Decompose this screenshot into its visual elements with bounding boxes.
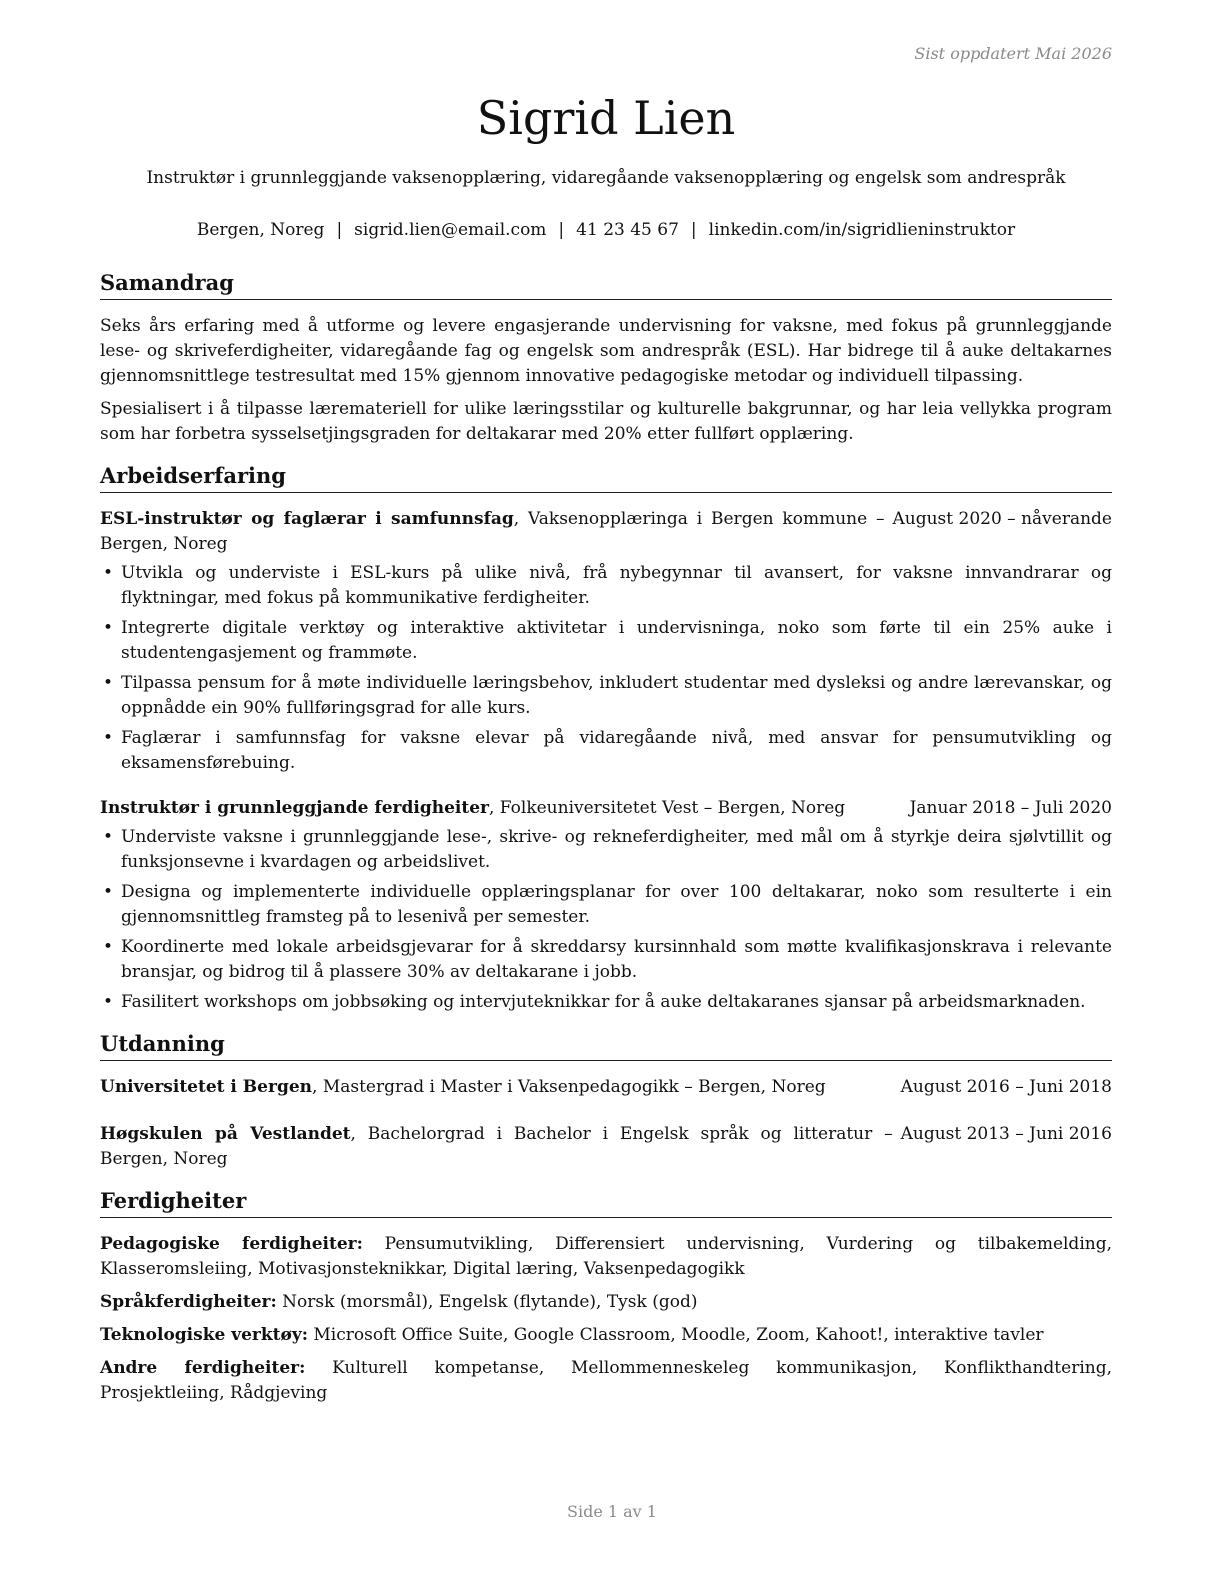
professional-title: Instruktør i grunnleggjande vaksenopplæring, vidaregåande vaksenopplæring og engelsk som andrespråk <box>146 168 1066 188</box>
section-title-summary: Samandrag <box>100 268 1112 300</box>
skill-group <box>100 1356 1112 1406</box>
job-bullet: • Fasilitert workshops om jobbsøking og intervjuteknikkar for å auke deltakaranes sjansar på arbeidsmarknaden. <box>100 990 1112 1015</box>
experience-section <box>100 461 1112 1015</box>
job-bullet: • Koordinerte med lokale arbeidsgjevarar for å skreddarsy kursinnhald som møtte kvalifikasjonskrava i relevante bransjar, og bidrog til å plassere 30% av deltakarane i jobb. <box>100 935 1112 985</box>
job-bullet: • Designa og implementerte individuelle opplæringsplanar for over 100 deltakarar, noko som resulterte i ein gjennomsnittleg framsteg på to lesenivå per semester. <box>100 880 1112 930</box>
contact-email[interactable]: sigrid.lien@email.com <box>354 220 547 240</box>
job-header <box>100 796 1112 821</box>
job-bullet: • Tilpassa pensum for å møte individuelle læringsbehov, inkludert studentar med dysleksi og andre lærevanskar, og oppnådde ein 90% fullføringsgrad for alle kurs. <box>100 671 1112 721</box>
education-degree-line <box>100 1122 901 1172</box>
section-title-education: Utdanning <box>100 1029 1112 1061</box>
section-title-skills: Ferdigheiter <box>100 1186 1112 1218</box>
job-role: ESL-instruktør og faglærar i samfunnsfag <box>100 509 514 529</box>
contact-separator: | <box>336 220 343 240</box>
summary-paragraph: Seks års erfaring med å utforme og levere engasjerande undervisning for vaksne, med fokus på grunnleggjande lese- og skriveferdigheiter, vidaregåande fag og engelsk som andrespråk (ESL). Har bidrege til å auke deltakarnes gjennomsnittlege testresultat med 15% gjennom innovative pedagogiske metodar og individuell tilpassing. <box>100 316 1112 386</box>
job-bullets <box>100 561 1112 776</box>
skill-values: Pensumutvikling, Differensiert undervisning, Vurdering og tilbakemelding, Klasseromsleiing, Motivasjonsteknikkar, Digital læring, Vaksenpedagogikk <box>100 1234 1112 1279</box>
job-header <box>100 507 1112 557</box>
job-entry <box>100 796 1112 1015</box>
skills-section <box>100 1186 1112 1406</box>
summary-section <box>100 268 1112 447</box>
job-role-line <box>100 507 893 557</box>
job-dates: Januar 2018 – Juli 2020 <box>909 798 1112 818</box>
education-degree-line <box>100 1075 901 1100</box>
skill-group <box>100 1323 1112 1348</box>
page-number: Side 1 av 1 <box>567 1502 657 1521</box>
skill-label: Pedagogiske ferdigheiter: <box>100 1234 363 1254</box>
job-dates: August 2020 – nåverande <box>892 509 1112 529</box>
job-role-line <box>100 796 910 821</box>
education-degree: , Mastergrad i Master i Vaksenpedagogikk – Bergen, Noreg <box>312 1077 826 1097</box>
contact-phone: 41 23 45 67 <box>576 220 679 240</box>
education-degree: , Bachelorgrad i Bachelor i Engelsk språk og litteratur – Bergen, Noreg <box>100 1124 893 1169</box>
section-title-experience: Arbeidserfaring <box>100 461 1112 493</box>
education-dates: August 2013 – Juni 2016 <box>900 1124 1112 1144</box>
skill-label: Andre ferdigheiter: <box>100 1358 306 1378</box>
job-bullet: • Integrerte digitale verktøy og interaktive aktivitetar i undervisninga, noko som førte til ein 25% auke i studentengasjement og frammøte. <box>100 616 1112 666</box>
job-employer: , Vaksenopplæringa i Bergen kommune – Bergen, Noreg <box>100 509 885 554</box>
skill-group <box>100 1290 1112 1315</box>
job-employer: , Folkeuniversitetet Vest – Bergen, Noreg <box>488 798 846 818</box>
summary-paragraph: Spesialisert i å tilpasse læremateriell for ulike læringsstilar og kulturelle bakgrunnar, og har leia vellykka program som har forbetra sysselsetjingsgraden for deltakarar med 20% etter fullført opplæring. <box>100 399 1112 444</box>
skill-group <box>100 1232 1112 1282</box>
education-school: Høgskulen på Vestlandet <box>100 1124 351 1144</box>
job-bullet: • Faglærar i samfunnsfag for vaksne elevar på vidaregåande nivå, med ansvar for pensumutvikling og eksamensførebuing. <box>100 726 1112 776</box>
skill-values: Norsk (morsmål), Engelsk (flytande), Tysk (god) <box>276 1292 698 1312</box>
job-role: Instruktør i grunnleggjande ferdigheiter <box>100 798 489 818</box>
contact-separator: | <box>690 220 697 240</box>
contact-line <box>100 220 1112 240</box>
skill-values: Kulturell kompetanse, Mellommenneskeleg kommunikasjon, Konflikthandtering, Prosjektleiing, Rådgjeving <box>100 1358 1112 1403</box>
education-entry <box>100 1075 1112 1100</box>
job-bullet: • Underviste vaksne i grunnleggjande lese-, skrive- og rekneferdigheiter, med mål om å styrkje deira sjølvtillit og funksjonsevne i kvardagen og arbeidslivet. <box>100 825 1112 875</box>
job-entry <box>100 507 1112 776</box>
person-name: Sigrid Lien <box>476 91 736 145</box>
skill-label: Språkferdigheiter: <box>100 1292 277 1312</box>
resume-content <box>100 268 1112 1420</box>
job-bullets <box>100 825 1112 1015</box>
skill-values: Microsoft Office Suite, Google Classroom, Moodle, Zoom, Kahoot!, interaktive tavler <box>308 1325 1044 1345</box>
education-section <box>100 1029 1112 1172</box>
contact-linkedin[interactable]: linkedin.com/in/sigridlieninstruktor <box>708 220 1016 240</box>
education-school: Universitetet i Bergen <box>100 1077 313 1097</box>
skill-label: Teknologiske verktøy: <box>100 1325 308 1345</box>
last-updated: Sist oppdatert Mai 2026 <box>914 44 1112 63</box>
contact-location: Bergen, Noreg <box>196 220 325 240</box>
contact-separator: | <box>558 220 565 240</box>
job-bullet: • Utvikla og underviste i ESL-kurs på ulike nivå, frå nybegynnar til avansert, for vaksne innvandrarar og flyktningar, med fokus på kommunikative ferdigheiter. <box>100 561 1112 611</box>
education-entry <box>100 1122 1112 1172</box>
education-dates: August 2016 – Juni 2018 <box>900 1077 1112 1097</box>
